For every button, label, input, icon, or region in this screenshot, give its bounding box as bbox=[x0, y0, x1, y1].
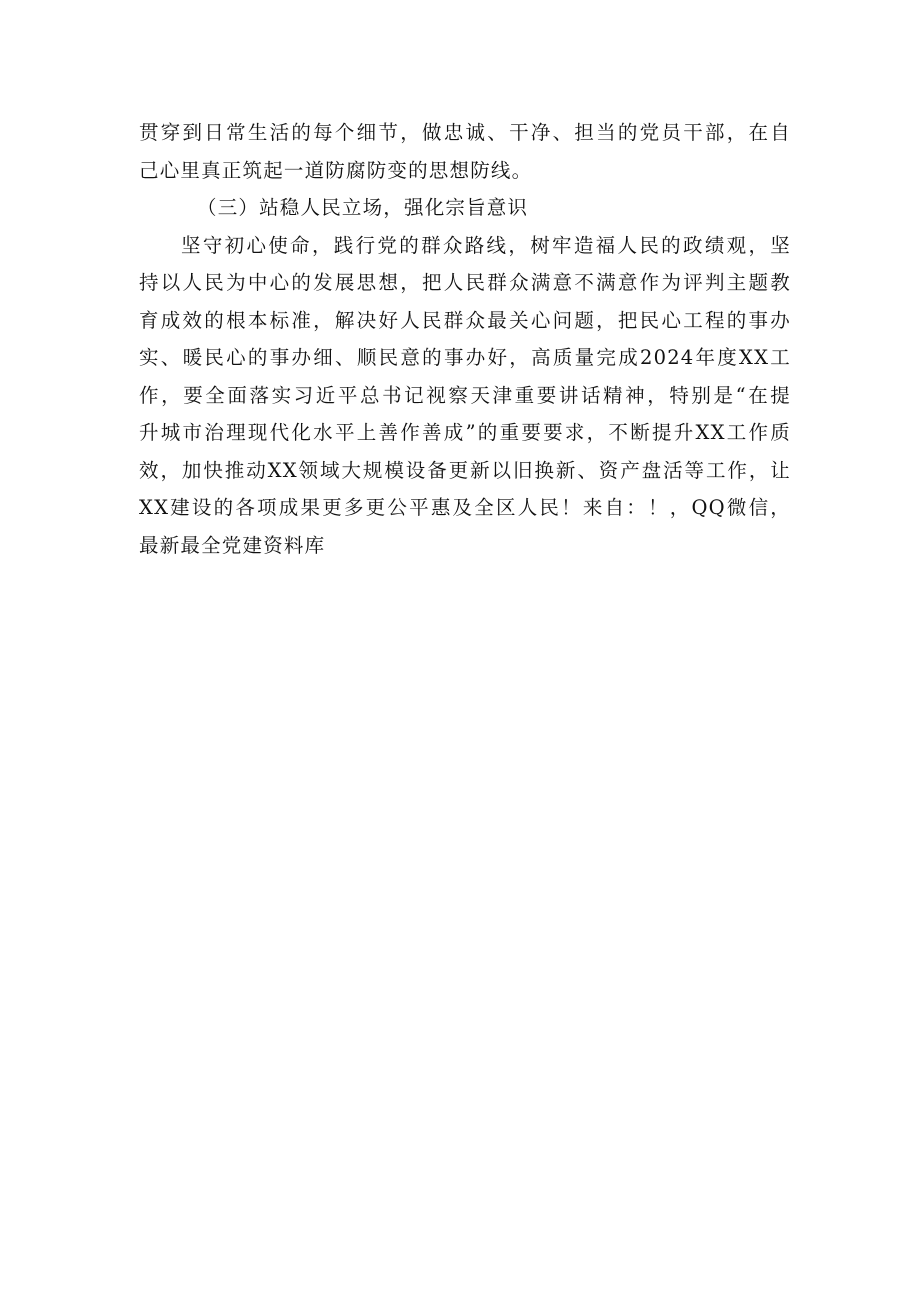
paragraph-line: 持以人民为中心的发展思想，把人民群众满意不满意作为评判主题教 bbox=[139, 271, 791, 294]
document-body bbox=[139, 114, 791, 564]
paragraph-line: 坚守初心使命，践行党的群众路线，树牢造福人民的政绩观，坚 bbox=[181, 233, 791, 257]
paragraph-line: 育成效的根本标准，解决好人民群众最关心问题，把民心工程的事办 bbox=[139, 308, 791, 332]
paragraph-line: 贯穿到日常生活的每个细节，做忠诚、干净、担当的党员干部，在自 bbox=[139, 121, 791, 144]
paragraph-line: 实、暖民心的事办细、顺民意的事办好，高质量完成2024年度XX工 bbox=[139, 346, 791, 369]
paragraph-line: 最新最全党建资料库 bbox=[139, 533, 326, 557]
paragraph-line: 作，要全面落实习近平总书记视察天津重要讲话精神，特别是“在提 bbox=[139, 383, 791, 407]
paragraph-line: 升城市治理现代化水平上善作善成”的重要要求，不断提升XX工作质 bbox=[139, 421, 791, 444]
paragraph-line: XX建设的各项成果更多更公平惠及全区人民！来自：！，QQ微信， bbox=[139, 496, 791, 519]
section-heading: （三）站稳人民立场，强化宗旨意识 bbox=[197, 196, 529, 219]
paragraph-line: 己心里真正筑起一道防腐防变的思想防线。 bbox=[139, 158, 533, 182]
paragraph-line: 效，加快推动XX领域大规模设备更新以旧换新、资产盘活等工作，让 bbox=[139, 458, 791, 482]
